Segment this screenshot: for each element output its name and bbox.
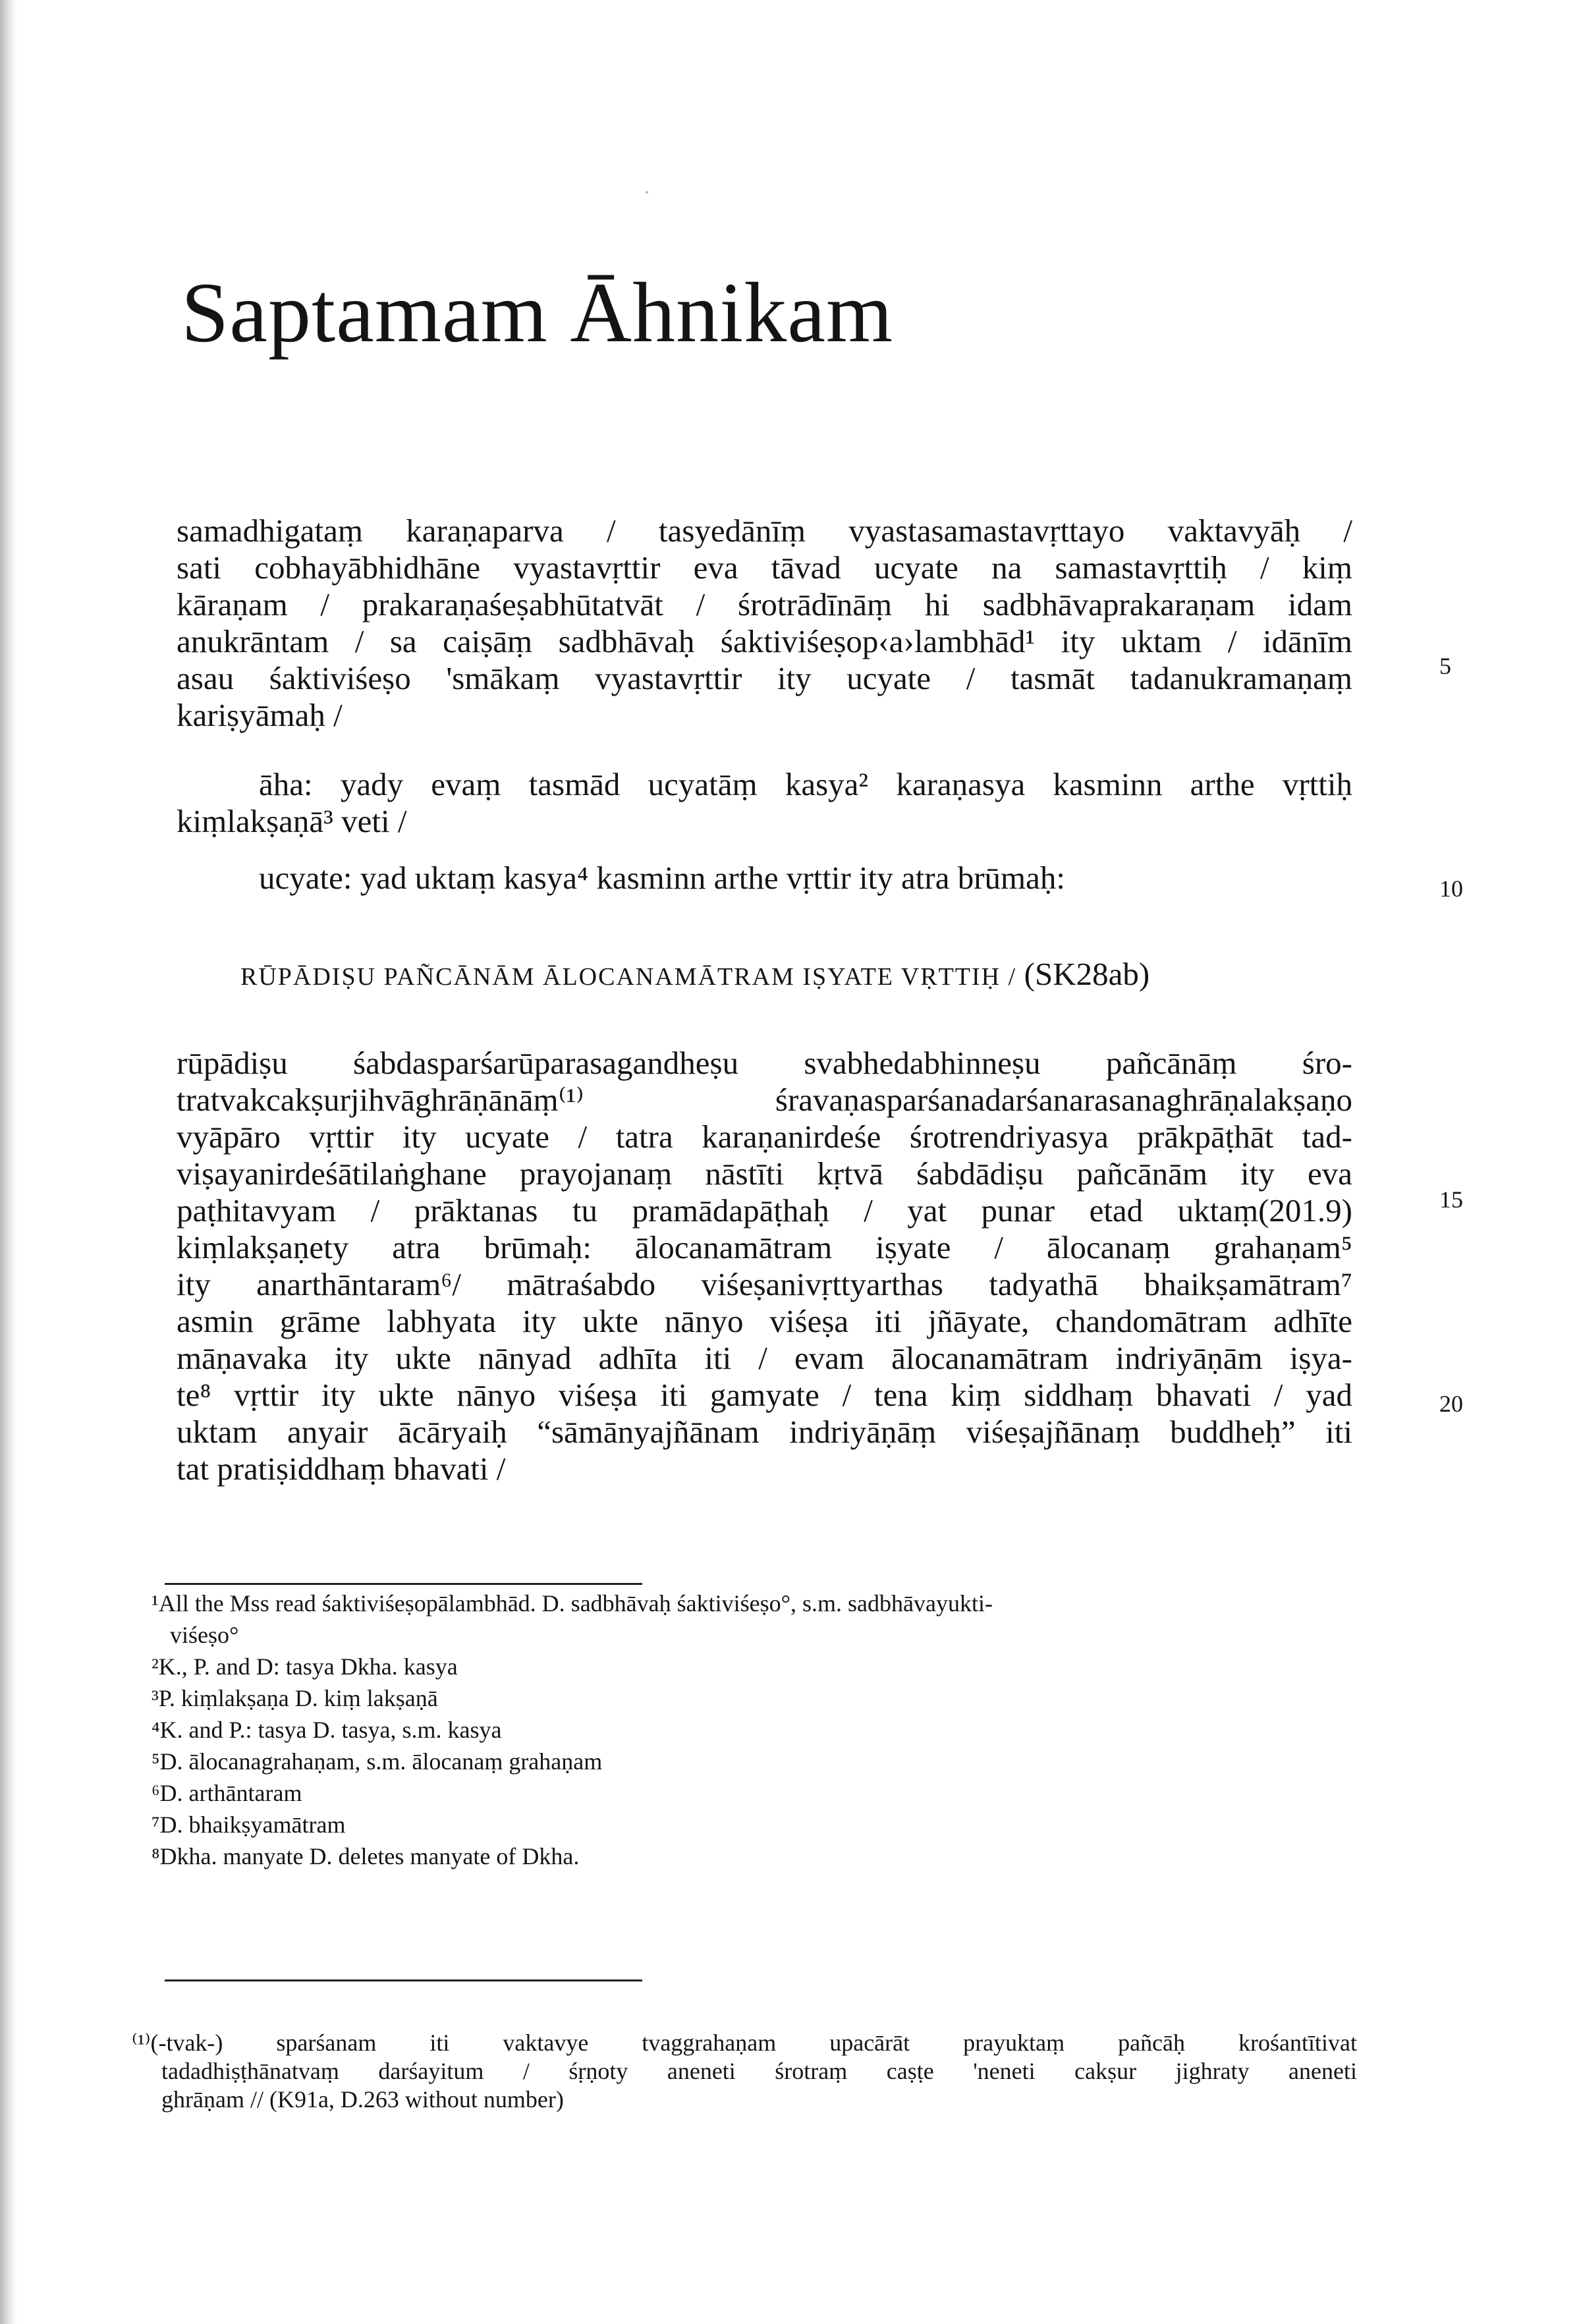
footnote: ¹All the Mss read śaktiviśeṣopālambhād. D. sadbhāvaḥ śaktiviśeṣo°, s.m. sadbhāvayukti-	[152, 1590, 993, 1617]
text-line: rūpādiṣu śabdasparśarūparasagandheṣu svabhedabhinneṣu pañcānāṃ śro-	[177, 1045, 1352, 1081]
paragraph-2	[177, 766, 1352, 840]
text-line: paṭhitavyam / prāktanas tu pramādapāṭhaḥ / yat punar etad uktaṃ(201.9)	[177, 1192, 1352, 1229]
text-line: kāraṇam / prakaraṇaśeṣabhūtatvāt / śrotrādīnāṃ hi sadbhāvaprakaraṇam idam	[177, 586, 1352, 622]
text-line: sati cobhayābhidhāne vyastavṛttir eva tāvad ucyate na samastavṛttiḥ / kiṃ	[177, 549, 1352, 586]
print-speck	[646, 191, 648, 194]
endnote-line: ghrāṇam // (K91a, D.263 without number)	[161, 2086, 564, 2113]
chapter-title: Saptamam Āhnikam	[181, 265, 894, 360]
verse-heading	[240, 955, 1149, 993]
text-line: asau śaktiviśeṣo 'smākaṃ vyastavṛttir ity ucyate / tasmāt tadanukramaṇaṃ	[177, 660, 1352, 696]
text-line: kiṃlakṣaṇety atra brūmaḥ: ālocanamātram iṣyate / ālocanaṃ grahaṇam⁵	[177, 1229, 1352, 1265]
footnote-rule	[165, 1583, 642, 1585]
text-line: tat pratiṣiddhaṃ bhavati /	[177, 1451, 506, 1487]
footnote: ⁸Dkha. manyate D. deletes manyate of Dkha.	[152, 1843, 580, 1869]
paragraph-3	[177, 860, 1352, 897]
text-line: āha: yady evaṃ tasmād ucyatāṃ kasya² karaṇasya kasminn arthe vṛttiḥ	[259, 766, 1352, 802]
text-line: asmin grāme labhyata ity ukte nānyo viśeṣa iti jñāyate, chandomātram adhīte	[177, 1303, 1352, 1339]
line-number: 20	[1439, 1391, 1463, 1417]
text-line: kariṣyāmaḥ /	[177, 697, 343, 733]
text-line: ity anarthāntaram⁶/ mātraśabdo viśeṣanivṛttyarthas tadyathā bhaikṣamātram⁷	[177, 1266, 1352, 1302]
text-line: anukrāntam / sa caiṣāṃ sadbhāvaḥ śaktiviśeṣop‹a›lambhād¹ ity uktam / idānīm	[177, 623, 1352, 659]
text-line: kiṃlakṣaṇā³ veti /	[177, 803, 407, 839]
line-number: 10	[1439, 875, 1463, 902]
footnote: ²K., P. and D: tasya Dkha. kasya	[152, 1653, 458, 1680]
footnote-continuation: viśeṣo°	[170, 1622, 239, 1648]
text-line: te⁸ vṛttir ity ukte nānyo viśeṣa iti gamyate / tena kiṃ siddhaṃ bhavati / yad	[177, 1377, 1352, 1413]
endnote	[132, 2029, 1357, 2114]
binding-shadow	[0, 0, 17, 2324]
line-number: 15	[1439, 1186, 1463, 1213]
verse-text: RŪPĀDIṢU PAÑCĀNĀM ĀLOCANAMĀTRAM IṢYATE VṚTTIḤ /	[240, 963, 1024, 991]
footnote: ⁴K. and P.: tasya D. tasya, s.m. kasya	[152, 1717, 502, 1743]
text-line: viṣayanirdeśātilaṅghane prayojanaṃ nāstīti kṛtvā śabdādiṣu pañcānām ity eva	[177, 1155, 1352, 1192]
paragraph-1	[177, 512, 1352, 734]
line-number: 5	[1439, 653, 1451, 679]
text-line: uktam anyair ācāryaiḥ “sāmānyajñānam indriyāṇāṃ viśeṣajñānaṃ buddheḥ” iti	[177, 1414, 1352, 1450]
endnote-rule	[165, 1979, 642, 1981]
text-line: māṇavaka ity ukte nānyad adhīta iti / evam ālocanamātram indriyāṇām iṣya-	[177, 1340, 1352, 1376]
text-line: ucyate: yad uktaṃ kasya⁴ kasminn arthe vṛttir ity atra brūmaḥ:	[259, 860, 1065, 896]
footnotes	[152, 1588, 1370, 1872]
text-line: vyāpāro vṛttir ity ucyate / tatra karaṇanirdeśe śrotrendriyasya prākpāṭhāt tad-	[177, 1119, 1352, 1155]
endnote-line: ⁽¹⁾(-tvak-) sparśanam iti vaktavye tvaggrahaṇam upacārāt prayuktaṃ pañcāḥ krośantītivat	[132, 2030, 1357, 2056]
paragraph-4	[177, 1045, 1352, 1487]
endnote-line: tadadhiṣṭhānatvaṃ darśayitum / śṛṇoty aneneti śrotraṃ caṣṭe 'neneti cakṣur jighraty aneneti	[161, 2058, 1357, 2084]
text-line: tratvakcakṣurjihvāghrāṇānāṃ⁽¹⁾ śravaṇasparśanadarśanarasanaghrāṇalakṣaṇo	[177, 1082, 1352, 1118]
footnote: ⁷D. bhaikṣyamātram	[152, 1812, 346, 1838]
footnote: ⁶D. arthāntaram	[152, 1780, 302, 1806]
footnote: ⁵D. ālocanagrahaṇam, s.m. ālocanaṃ grahaṇam	[152, 1748, 603, 1775]
verse-reference: (SK28ab)	[1024, 956, 1150, 992]
footnote: ³P. kiṃlakṣaṇa D. kiṃ lakṣaṇā	[152, 1685, 438, 1711]
text-line: samadhigataṃ karaṇaparva / tasyedānīṃ vyastasamastavṛttayo vaktavyāḥ /	[177, 512, 1352, 549]
